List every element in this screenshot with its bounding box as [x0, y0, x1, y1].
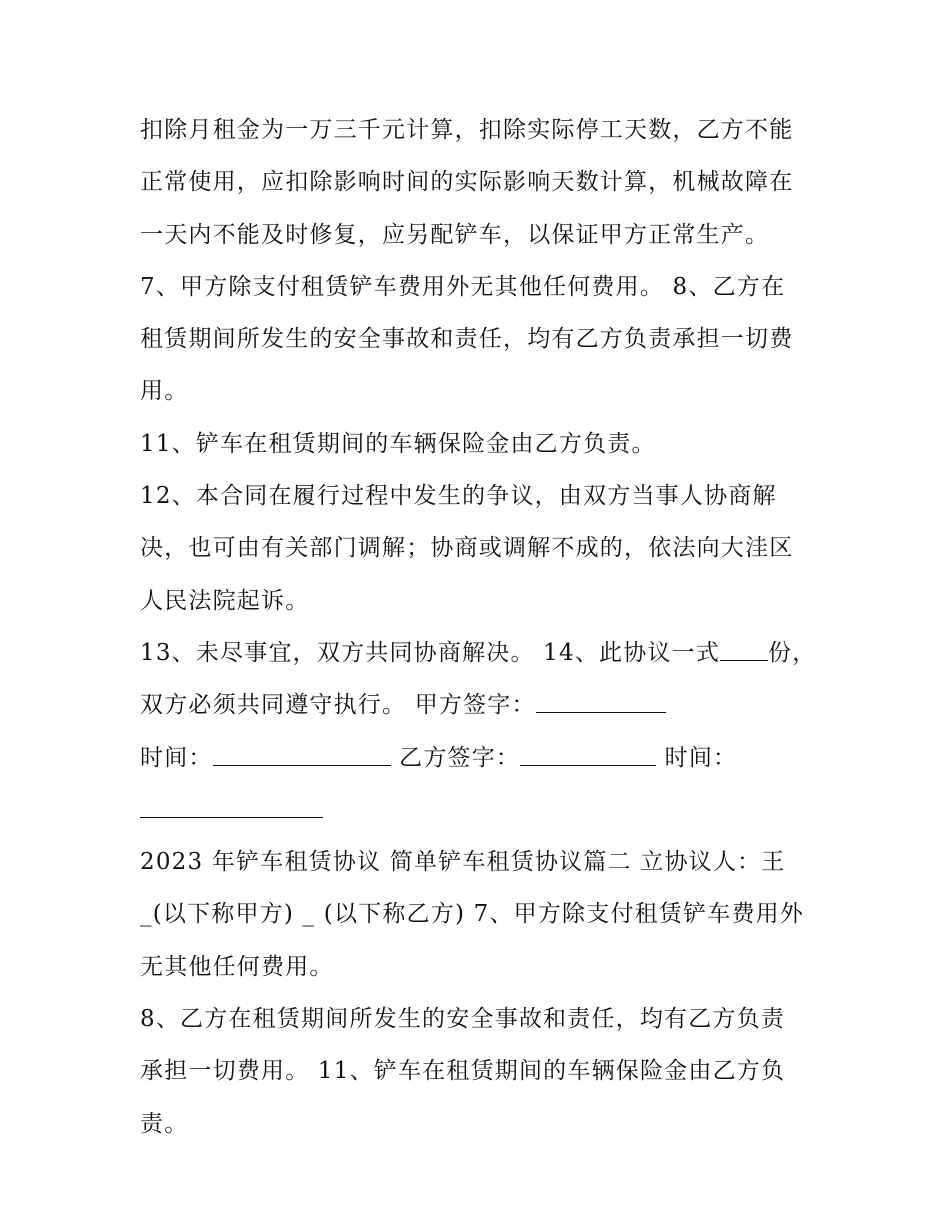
document-page	[140, 104, 820, 1150]
party-b-sign-label: 乙方签字：	[399, 744, 521, 771]
text-line: 责。	[140, 1110, 189, 1137]
text-line: _(以下称甲方) _ (以下称乙方) 7、甲方除支付租赁铲车费用外	[140, 901, 805, 928]
text-line: 租赁期间所发生的安全事故和责任，均有乙方负责承担一切费	[140, 326, 794, 353]
signature-line-b	[140, 732, 820, 784]
text-line: 8、乙方在租赁期间所发生的安全事故和责任，均有乙方负责	[140, 1006, 786, 1033]
text-line: 承担一切费用。 11、铲车在租赁期间的车辆保险金由乙方负	[140, 1058, 786, 1085]
party-b-sign-blank	[520, 745, 656, 766]
text-line: 无其他任何费用。	[140, 953, 334, 980]
party-a-time-label: 时间：	[140, 744, 213, 771]
copies-suffix: 份，	[768, 639, 817, 666]
signature-line-a	[140, 679, 820, 731]
party-b-time-label: 时间：	[664, 744, 738, 771]
text-line: 2023 年铲车租赁协议 简单铲车租赁协议篇二 立协议人：王	[140, 849, 786, 876]
text-line: 7、甲方除支付租赁铲车费用外无其他任何费用。 8、乙方在	[140, 273, 786, 300]
time-blank-line	[140, 784, 820, 836]
party-a-sign-blank	[536, 692, 666, 713]
copies-text: 13、未尽事宜，双方共同协商解决。 14、此协议一式	[140, 639, 721, 666]
text-line: 正常使用，应扣除影响时间的实际影响天数计算，机械故障在	[140, 169, 794, 196]
party-a-sign-label: 双方必须共同遵守执行。 甲方签字：	[140, 692, 536, 719]
party-a-time-blank	[213, 745, 391, 766]
text-line: 12、本合同在履行过程中发生的争议，由双方当事人协商解	[140, 483, 777, 510]
copies-blank	[720, 640, 768, 661]
text-line: 决，也可由有关部门调解；协商或调解不成的，依法向大洼区	[140, 535, 794, 562]
text-line: 人民法院起诉。	[140, 587, 310, 614]
party-b-time-blank	[140, 797, 323, 818]
text-line: 用。	[140, 378, 189, 405]
copies-line	[140, 627, 820, 679]
text-line: 11、铲车在租赁期间的车辆保险金由乙方负责。	[140, 430, 656, 457]
text-line: 扣除月租金为一万三千元计算，扣除实际停工天数，乙方不能	[140, 117, 794, 143]
text-line: 一天内不能及时修复，应另配铲车，以保证甲方正常生产。	[140, 221, 770, 248]
